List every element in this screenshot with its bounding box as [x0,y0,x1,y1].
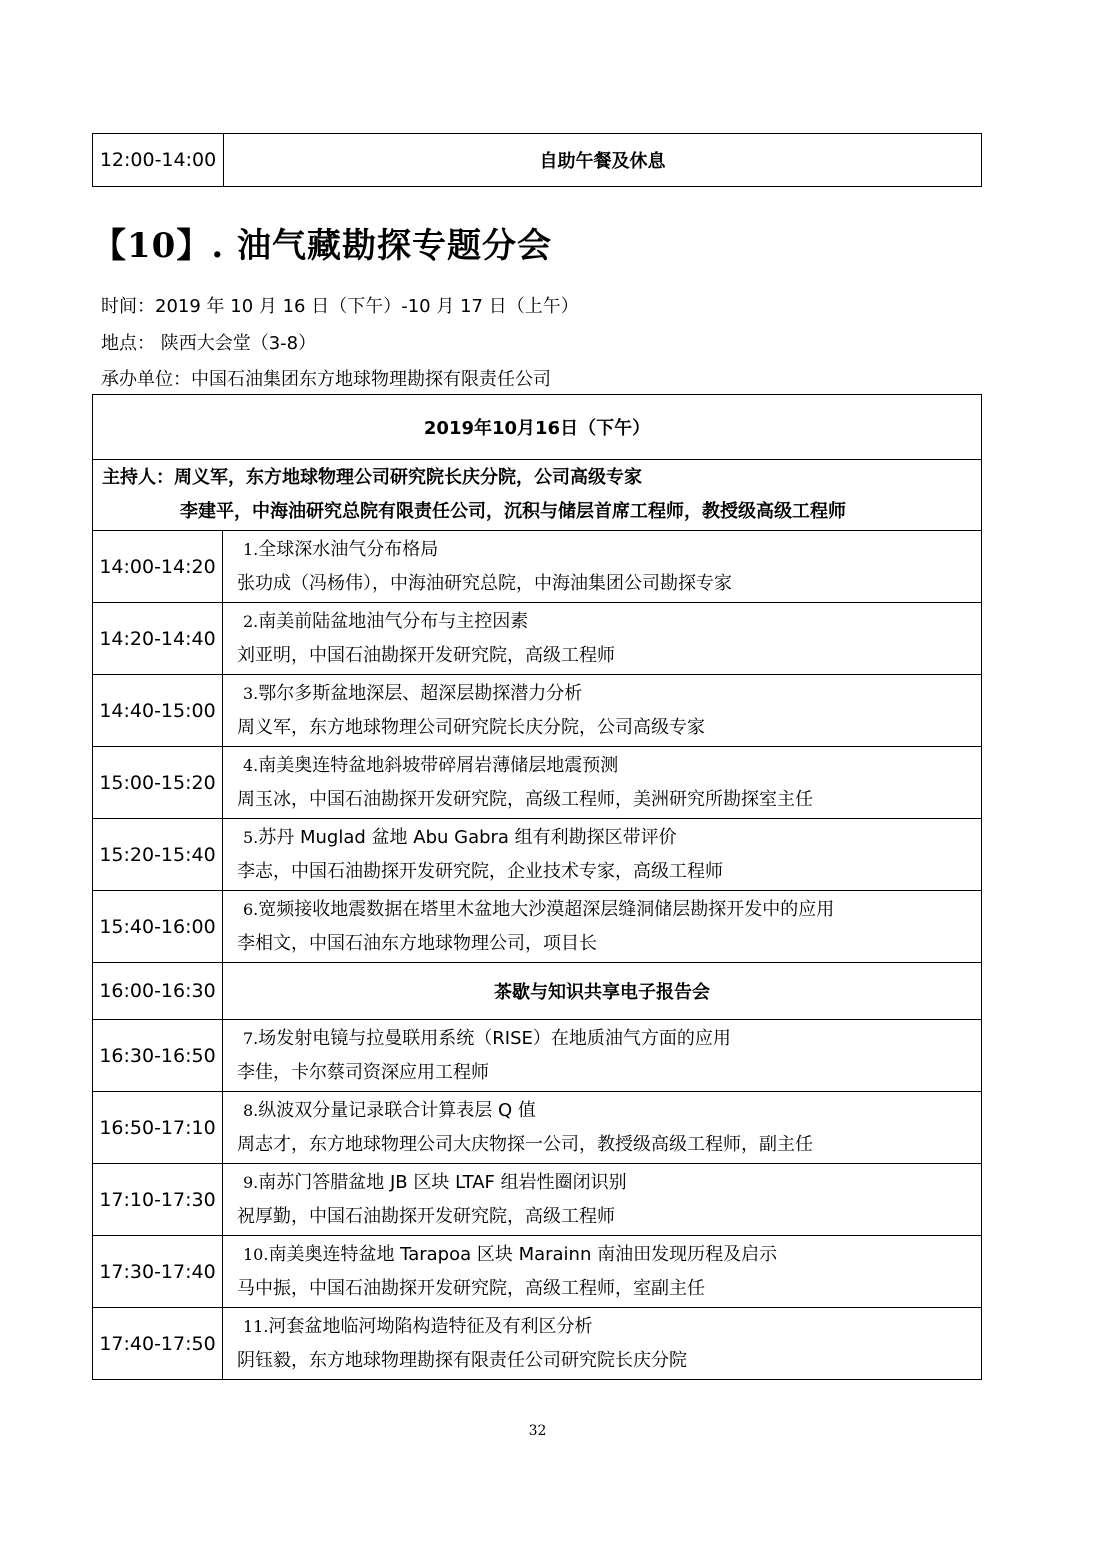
talk-speaker: 周玉冰，中国石油勘探开发研究院，高级工程师，美洲研究所勘探室主任 [237,788,813,810]
session-organizer: 承办单位：中国石油集团东方地球物理勘探有限责任公司 [101,369,551,390]
talk-speaker: 张功成（冯杨伟），中海油研究总院，中海油集团公司勘探专家 [237,572,732,594]
talk-speaker: 李相文，中国石油东方地球物理公司，项目长 [237,932,597,954]
table-row [93,603,982,675]
talk-title-line [237,1094,981,1128]
talk-time: 15:00-15:20 [93,747,223,819]
host-line-2: 李建平，中海油研究总院有限责任公司，沉积与储层首席工程师，教授级高级工程师 [180,501,846,522]
talk-title-line [237,1166,981,1200]
talk-title: 苏丹 Muglad 盆地 Abu Gabra 组有利勘探区带评价 [258,826,677,848]
talk-title: 南美前陆盆地油气分布与主控因素 [258,610,529,632]
table-row [93,819,982,891]
talk-number: 9. [243,1172,259,1192]
talk-speaker: 周义军，东方地球物理公司研究院长庆分院，公司高级专家 [237,716,705,738]
talk-speaker: 李佳，卡尔蔡司资深应用工程师 [237,1061,489,1083]
table-row [93,531,982,603]
talk-cell [223,1308,982,1380]
talk-time: 17:30-17:40 [93,1236,223,1308]
talk-title: 宽频接收地震数据在塔里木盆地大沙漠超深层缝洞储层勘探开发中的应用 [258,898,835,920]
talk-time: 14:40-15:00 [93,675,223,747]
schedule-table [92,394,982,1380]
table-row [93,1164,982,1236]
talk-cell [223,531,982,603]
talk-speaker: 阴钰毅，东方地球物理勘探有限责任公司研究院长庆分院 [237,1349,687,1371]
talk-number: 5. [243,827,259,847]
talk-time: 17:40-17:50 [93,1308,223,1380]
talk-cell [223,1092,982,1164]
talk-title: 场发射电镜与拉曼联用系统（RISE）在地质油气方面的应用 [258,1027,731,1049]
talk-time: 15:40-16:00 [93,891,223,963]
talk-speaker: 祝厚勤，中国石油勘探开发研究院，高级工程师 [237,1205,615,1227]
talk-number: 3. [243,683,259,703]
talk-cell [223,675,982,747]
talk-title-line [237,677,981,711]
talk-speaker: 刘亚明，中国石油勘探开发研究院，高级工程师 [237,644,615,666]
talk-title-line [237,1238,981,1272]
talk-title-line [237,821,981,855]
talk-cell [223,1020,982,1092]
talk-time: 15:20-15:40 [93,819,223,891]
host-line-1: 主持人：周义军，东方地球物理公司研究院长庆分院，公司高级专家 [102,467,642,488]
table-row [93,1092,982,1164]
table-row [93,1236,982,1308]
talk-title-line [237,893,981,927]
talk-cell [223,819,982,891]
break-row [93,963,982,1020]
talk-speaker: 马中振，中国石油勘探开发研究院，高级工程师，室副主任 [237,1277,705,1299]
section-title: 【10】. 油气藏勘探专题分会 [92,226,552,266]
talk-number: 11. [243,1316,269,1336]
talk-title-line [237,533,981,567]
break-time: 16:00-16:30 [93,963,223,1020]
talk-number: 8. [243,1100,259,1120]
talk-title: 纵波双分量记录联合计算表层 Q 值 [258,1099,536,1121]
talk-cell [223,1236,982,1308]
talk-cell [223,891,982,963]
table-row [93,675,982,747]
talk-title-line [237,749,981,783]
talk-title: 全球深水油气分布格局 [258,538,439,560]
break-label: 茶歇与知识共享电子报告会 [223,963,982,1020]
lunch-time: 12:00-14:00 [93,134,224,187]
talk-title: 南美奥连特盆地 Tarapoa 区块 Marainn 南油田发现历程及启示 [268,1243,778,1265]
table-row [93,1308,982,1380]
talk-speaker: 李志，中国石油勘探开发研究院，企业技术专家，高级工程师 [237,860,723,882]
session-time: 时间：2019 年 10 月 16 日（下午）-10 月 17 日（上午） [101,296,579,317]
talk-time: 17:10-17:30 [93,1164,223,1236]
talk-cell [223,747,982,819]
page-number: 32 [528,1423,547,1439]
talk-number: 10. [243,1244,269,1264]
talk-time: 14:00-14:20 [93,531,223,603]
date-header: 2019年10月16日（下午） [93,395,982,460]
talk-number: 6. [243,899,259,919]
talk-time: 14:20-14:40 [93,603,223,675]
talk-title: 鄂尔多斯盆地深层、超深层勘探潜力分析 [258,682,583,704]
talk-title: 南美奥连特盆地斜坡带碎屑岩薄储层地震预测 [258,754,619,776]
talk-title: 南苏门答腊盆地 JB 区块 LTAF 组岩性圈闭识别 [258,1171,627,1193]
talk-time: 16:50-17:10 [93,1092,223,1164]
date-header-row [93,395,982,460]
lunch-row [93,134,982,187]
host-row [93,460,982,531]
lunch-label: 自助午餐及休息 [224,134,982,187]
talk-number: 7. [243,1028,259,1048]
talk-speaker: 周志才，东方地球物理公司大庆物探一公司，教授级高级工程师，副主任 [237,1133,813,1155]
talk-cell [223,1164,982,1236]
session-location: 地点： 陕西大会堂（3-8） [101,333,317,354]
talk-time: 16:30-16:50 [93,1020,223,1092]
table-row [93,891,982,963]
talk-number: 2. [243,611,259,631]
talk-number: 4. [243,755,259,775]
table-row [93,1020,982,1092]
talk-number: 1. [243,539,259,559]
lunch-table [92,133,982,187]
talk-title-line [237,1022,981,1056]
table-row [93,747,982,819]
talk-title: 河套盆地临河坳陷构造特征及有利区分析 [268,1315,593,1337]
talk-cell [223,603,982,675]
host-cell [93,460,982,531]
talk-title-line [237,605,981,639]
talk-title-line [237,1310,981,1344]
